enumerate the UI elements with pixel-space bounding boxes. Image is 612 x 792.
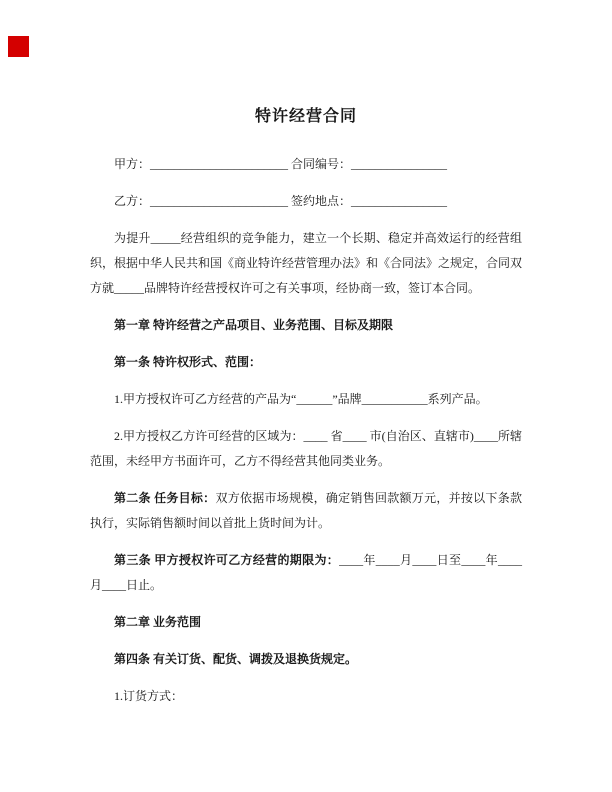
article-1-heading	[90, 350, 522, 375]
article-2-paragraph-text: 第二条 任务目标：	[114, 491, 216, 505]
article-2-paragraph-text: 双方依据市场规模，确定销售回款额万元，并按以下条款执行，实际销售额时间以首批上货时间为计。	[90, 491, 522, 530]
preamble-paragraph	[90, 226, 522, 301]
chapter-1-heading-text: 第一章 特许经营之产品项目、业务范围、目标及期限	[114, 318, 394, 332]
order-method-item-text: 1.订货方式：	[114, 689, 184, 703]
document-title: 特许经营合同	[254, 108, 357, 125]
article-2-paragraph	[90, 486, 522, 536]
article-1-item-2	[90, 424, 522, 474]
party-b-line-text: 乙方：_______________________ 签约地点：________________	[114, 194, 448, 208]
preamble-paragraph-text: 为提升_____经营组织的竞争能力，建立一个长期、稳定并高效运行的经营组织，根据中华人民共和国《商业特许经营管理办法》和《合同法》之规定，合同双方就_____品牌特许经营授权许可之有关事项，经协商一致，签订本合同。	[90, 231, 523, 295]
article-4-heading	[90, 647, 522, 672]
article-4-heading-text: 第四条 有关订货、配货、调拨及退换货规定。	[114, 652, 358, 666]
chapter-1-heading	[90, 313, 522, 338]
article-3-paragraph-text: 第三条 甲方授权许可乙方经营的期限为：	[114, 553, 340, 567]
party-b-line	[90, 189, 522, 214]
article-1-item-1-text: 1.甲方授权许可乙方经营的产品为“______”品牌___________系列产品。	[114, 392, 488, 406]
party-a-line-text: 甲方：_______________________ 合同编号：________________	[114, 157, 448, 171]
order-method-item	[90, 684, 522, 709]
chapter-2-heading	[90, 610, 522, 635]
article-1-item-2-text: 2.甲方授权乙方许可经营的区域为：____ 省____ 市(自治区、直辖市)____所辖范围，未经甲方书面许可，乙方不得经营其他同类业务。	[90, 429, 522, 468]
document-body	[0, 127, 612, 709]
article-3-paragraph-text: ____年____月____日至____年____月____日止。	[90, 553, 522, 592]
article-1-item-1	[90, 387, 522, 412]
article-1-heading-text: 第一条 特许权形式、范围：	[114, 355, 262, 369]
red-marker	[8, 36, 29, 57]
party-a-line	[90, 152, 522, 177]
article-3-paragraph	[90, 548, 522, 598]
chapter-2-heading-text: 第二章 业务范围	[114, 615, 202, 629]
